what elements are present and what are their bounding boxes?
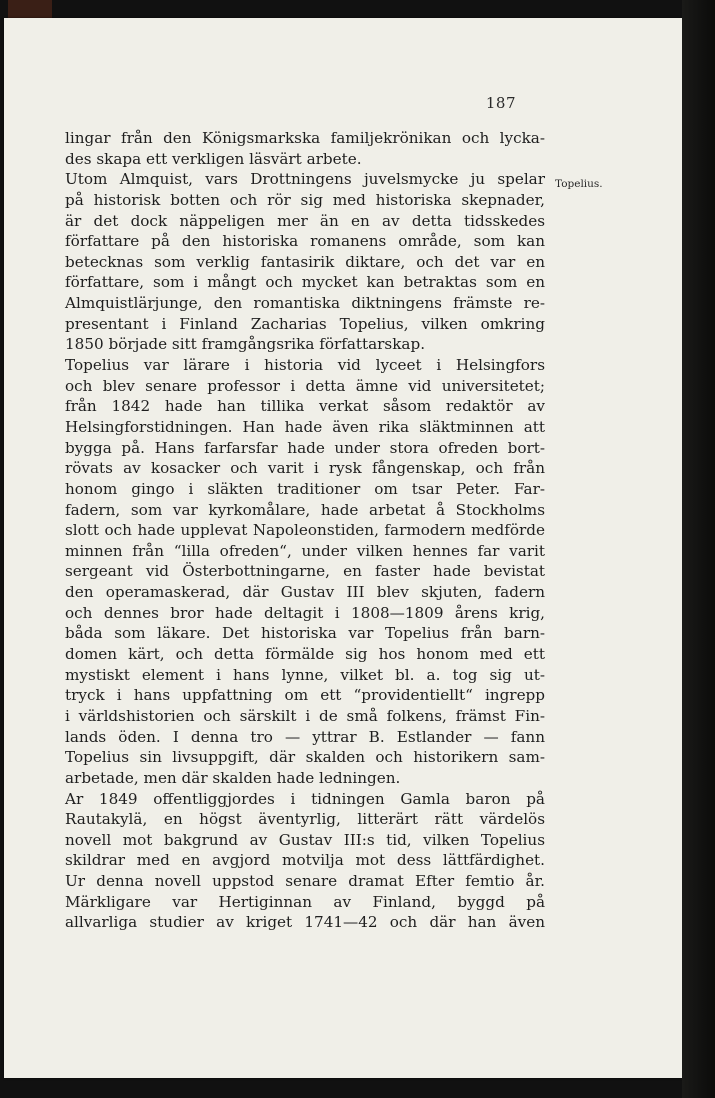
text-line: den operamaskerad, där Gustav III blev skjuten, fadern	[65, 583, 545, 602]
text-line: Topelius var lärare i historia vid lyceet i Helsingfors	[65, 356, 545, 375]
page-number: 187	[485, 94, 516, 112]
text-line: Almquistlärjunge, den romantiska diktningens främste re-	[65, 294, 545, 313]
text-line: och blev senare professor i detta ämne vid universitetet;	[65, 376, 545, 395]
text-line: lingar från den Königsmarkska familjekrönikan och lycka-	[65, 129, 545, 147]
text-line: slott och hade upplevat Napoleonstiden, farmodern medförde	[65, 521, 545, 540]
text-line: lands öden. I denna tro — yttrar B. Estlander — fann	[65, 727, 545, 746]
text-line: presentant i Finland Zacharias Topelius, vilken omkring	[65, 314, 545, 333]
margin-note: Topelius.	[555, 178, 603, 190]
text-line: Ur denna novell uppstod senare dramat Efter femtio år.	[65, 872, 545, 891]
text-line: författare, som i mångt och mycket kan betraktas som en	[65, 273, 545, 292]
text-line: minnen från “lilla ofreden“, under vilken hennes far varit	[65, 541, 545, 560]
text-line: är det dock näppeligen mer än en av detta tidsskedes	[65, 211, 545, 230]
text-line: novell mot bakgrund av Gustav III:s tid, vilken Topelius	[65, 830, 545, 849]
text-line: des skapa ett verkligen läsvärt arbete.	[65, 149, 362, 168]
text-line: Topelius sin livsuppgift, där skalden och historikern sam-	[65, 748, 545, 767]
text-line: Utom Almquist, vars Drottningens juvelsmycke ju spelar	[65, 170, 545, 189]
text-line: fadern, som var kyrkomålare, hade arbetat å Stockholms	[65, 500, 545, 519]
text-line: i världshistorien och särskilt i de små folkens, främst Fin-	[65, 706, 545, 725]
text-line: mystiskt element i hans lynne, vilket bl. a. tog sig ut-	[65, 665, 545, 684]
text-line: på historisk botten och rör sig med historiska skepnader,	[65, 190, 545, 209]
text-line: båda som läkare. Det historiska var Topelius från barn-	[65, 624, 545, 643]
text-line: 1850 började sitt framgångsrika författarskap.	[65, 335, 426, 354]
text-line: betecknas som verklig fantasirik diktare, och det var en	[65, 252, 545, 271]
text-line: bygga på. Hans farfarsfar hade under stora ofreden bort-	[65, 438, 545, 457]
scan-edge-mark	[8, 0, 52, 18]
text-line: Ar 1849 offentliggjordes i tidningen Gamla baron på	[65, 789, 545, 808]
text-line: och dennes bror hade deltagit i 1808—1809 årens krig,	[65, 603, 545, 622]
text-line: domen kärt, och detta förmälde sig hos honom med ett	[65, 645, 545, 664]
text-line: arbetade, men där skalden hade ledningen.	[65, 768, 401, 787]
text-line: allvarliga studier av kriget 1741—42 och där han även	[65, 913, 545, 932]
text-line: skildrar med en avgjord motvilja mot dess lättfärdighet.	[65, 851, 545, 870]
text-line: honom gingo i släkten traditioner om tsar Peter. Far-	[65, 479, 545, 498]
text-line: Märkligare var Hertiginnan av Finland, byggd på	[65, 892, 545, 911]
text-line: sergeant vid Österbottningarne, en faster hade bevistat	[65, 562, 545, 581]
text-line: tryck i hans uppfattning om ett “providentiellt“ ingrepp	[65, 686, 545, 705]
text-line: rövats av kosacker och varit i rysk fångenskap, och från	[65, 459, 545, 478]
text-line: Rautakylä, en högst äventyrlig, litterärt rätt värdelös	[65, 810, 545, 829]
text-line: Helsingforstidningen. Han hade även rika släktminnen att	[65, 417, 545, 436]
body-text	[65, 128, 545, 933]
text-line: från 1842 hade han tillika verkat såsom redaktör av	[65, 397, 545, 416]
scan-edge-shadow	[682, 0, 715, 1098]
book-page	[4, 18, 682, 1078]
text-line: författare på den historiska romanens område, som kan	[65, 232, 545, 251]
